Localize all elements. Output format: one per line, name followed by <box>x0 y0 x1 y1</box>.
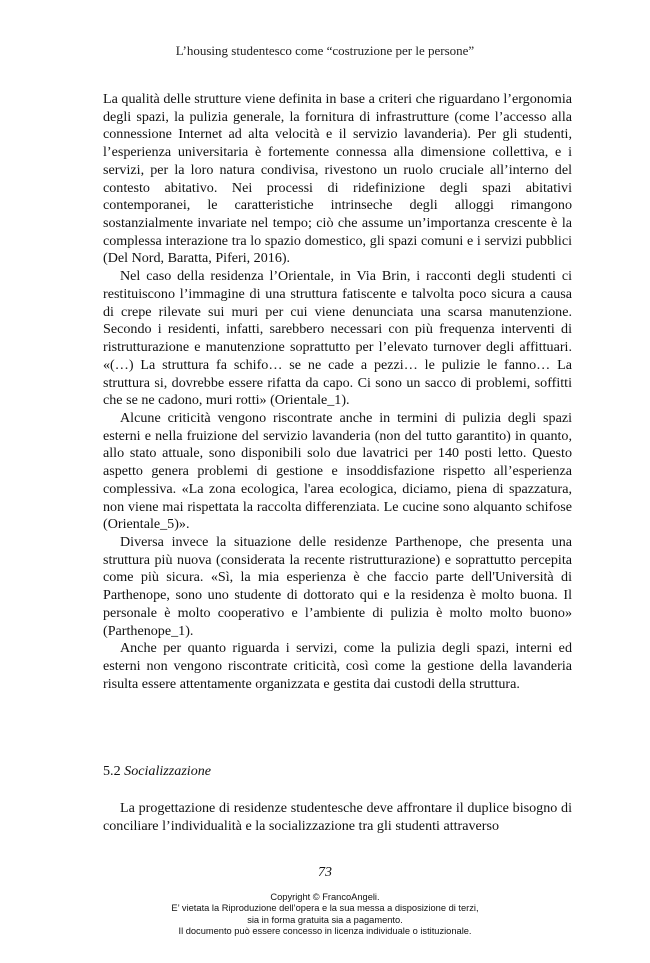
copyright-line: E’ vietata la Riproduzione dell’opera e la sua messa a disposizione di terzi, <box>171 903 479 914</box>
section-number: 5.2 <box>103 763 121 779</box>
running-header: L’housing studentesco come “costruzione per le persone” <box>175 43 475 58</box>
paragraph-criticita: Alcune criticità vengono riscontrate anche in termini di pulizia degli spazi esterni e nella fruizione del servizio lavanderia (non del tutto garantito) in quanto, allo stato attuale, sono disponibili solo due lavatrici per 140 posti letto. Questo aspetto genera problemi di gestione e insoddisfazione rispetto all’esperienza complessiva. «La zona ecologica, l'area ecologica, diciamo, piena di spazzatura, non viene mai rispettata la raccolta differenziata. Le cucine sono alquanto schifose (Orientale_5)». <box>103 409 572 533</box>
body-text <box>103 91 572 693</box>
section-paragraph: La progettazione di residenze studentesche deve affrontare il duplice bisogno di conciliare l’individualità e la socializzazione tra gli studenti attraverso <box>103 800 572 834</box>
paragraph-servizi: Anche per quanto riguarda i servizi, come la pulizia degli spazi, interni ed esterni non vengono riscontrate criticità, così come la gestione della lavanderia risulta essere attentamente organizzata e gestita dai custodi della struttura. <box>103 640 572 692</box>
paragraph-quality: La qualità delle strutture viene definita in base a criteri che riguardano l’ergonomia degli spazi, la pulizia generale, la fornitura di infrastrutture (come l’accesso alla connessione Internet ad alta velocità e il servizio lavanderia). Per gli studenti, l’esperienza universitaria è fortemente connessa alla dimensione collettiva, e i servizi, per la loro natura condivisa, rivestono un ruolo cruciale all’interno del contesto abitativo. Nei processi di ridefinizione degli spazi abitativi contemporanei, le caratteristiche intrinseche degli alloggi rimangono sostanzialmente invariate nel tempo; ciò che assume un’importanza crescente è la complessa interazione tra lo spazio domestico, gli spazi comuni e i servizi pubblici (Del Nord, Baratta, Piferi, 2016). <box>103 91 572 267</box>
paragraph-orientale: Nel caso della residenza l’Orientale, in Via Brin, i racconti degli studenti ci restituiscono l’immagine di una struttura fatiscente e talvolta poco sicura a causa di crepe rilevate sui muri per cui viene denunciata una scarsa manutenzione. Secondo i residenti, infatti, sarebbero necessari con più frequenza interventi di ristrutturazione e manutenzione soprattutto per l’elevato turnover degli affittuari. «(…) La struttura fa schifo… se ne cade a pezzi… le pulizie le fanno… La struttura si, dovrebbe essere rifatta da capo. Ci sono un sacco di problemi, soffitti che se ne cadono, muri rotti» (Orientale_1). <box>103 268 572 409</box>
copyright-line: Il documento può essere concesso in licenza individuale o istituzionale. <box>178 926 472 937</box>
paragraph-parthenope: Diversa invece la situazione delle residenze Parthenope, che presenta una struttura più nuova (considerata la recente ristrutturazione) e soprattutto percepita come più sicura. «Sì, la mia esperienza è che faccio parte dell'Università di Parthenope, sono uno studente di dottorato qui e la residenza è molto buona. Il personale è molto cooperativo e l’ambiente di pulizia è molto molto buono» (Parthenope_1). <box>103 533 572 639</box>
copyright-line: Copyright © FrancoAngeli. <box>270 892 380 902</box>
copyright-line: sia in forma gratuita sia a pagamento. <box>247 914 403 925</box>
section-heading <box>103 762 211 780</box>
copyright-notice <box>0 892 650 938</box>
section-title: Socializzazione <box>124 763 212 779</box>
page-number: 73 <box>318 865 332 880</box>
